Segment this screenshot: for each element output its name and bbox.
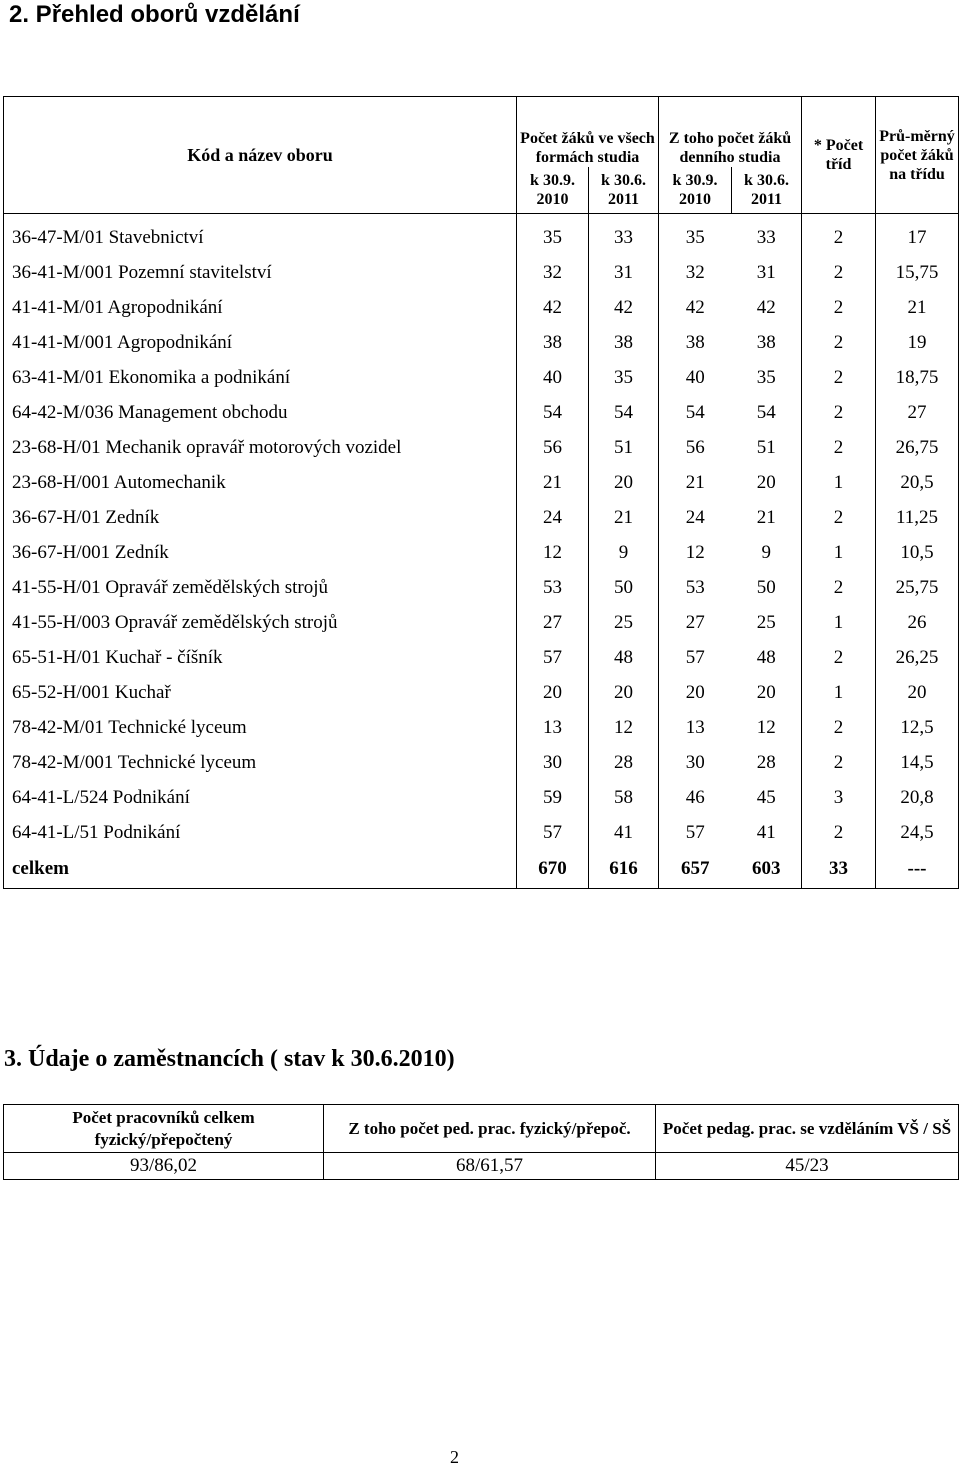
count-daily-sep: 40 — [659, 360, 732, 395]
class-count: 2 — [802, 290, 876, 325]
field-name: 41-55-H/003 Opravář zemědělských strojů — [4, 605, 517, 640]
count-all-sep: 24 — [517, 500, 589, 535]
class-count: 2 — [802, 395, 876, 430]
count-all-sep: 57 — [517, 640, 589, 675]
table-row — [4, 360, 959, 395]
field-name: 78-42-M/001 Technické lyceum — [4, 745, 517, 780]
class-count: 3 — [802, 780, 876, 815]
avg-per-class: 10,5 — [876, 535, 959, 570]
count-daily-sep: 53 — [659, 570, 732, 605]
field-name: 41-55-H/01 Opravář zemědělských strojů — [4, 570, 517, 605]
field-name: 23-68-H/001 Automechanik — [4, 465, 517, 500]
count-daily-sep: 20 — [659, 675, 732, 710]
table-row — [4, 640, 959, 675]
count-all-jun: 12 — [614, 716, 633, 738]
class-count: 2 — [802, 570, 876, 605]
count-daily-jun: 45 — [756, 786, 776, 808]
field-name: 36-47-M/01 Stavebnictví — [4, 214, 517, 256]
avg-per-class: 19 — [876, 325, 959, 360]
total-row — [4, 850, 959, 889]
table-row — [4, 815, 959, 850]
count-all-sep: 32 — [517, 255, 589, 290]
header-kod-nazev: Kód a název oboru — [4, 97, 517, 214]
avg-per-class: 26 — [876, 605, 959, 640]
count-daily-sep: 27 — [659, 605, 732, 640]
avg-per-class: 11,25 — [876, 500, 959, 535]
count-all-sep: 13 — [517, 710, 589, 745]
table-row — [4, 500, 959, 535]
count-all-jun: 38 — [614, 331, 633, 353]
avg-per-class: 15,75 — [876, 255, 959, 290]
count-all-jun: 21 — [614, 506, 633, 528]
count-all-jun: 35 — [614, 366, 633, 388]
header-daily-study: Z toho počet žáků denního studia — [659, 97, 802, 167]
header-date: k 30.6. 2011 — [732, 167, 802, 214]
count-daily-sep: 13 — [659, 710, 732, 745]
avg-per-class: 21 — [876, 290, 959, 325]
count-all-sep: 53 — [517, 570, 589, 605]
field-name: 64-41-L/51 Podnikání — [4, 815, 517, 850]
table-row — [4, 570, 959, 605]
class-count: 1 — [802, 465, 876, 500]
count-daily-sep: 32 — [659, 255, 732, 290]
count-daily-jun: 9 — [761, 541, 771, 563]
table-row — [4, 535, 959, 570]
count-all-sep: 57 — [517, 815, 589, 850]
table-row — [4, 745, 959, 780]
class-count: 1 — [802, 605, 876, 640]
header-all-forms: Počet žáků ve všech formách studia — [517, 97, 659, 167]
field-name: celkem — [4, 850, 517, 889]
class-count: 2 — [802, 500, 876, 535]
count-daily-sep: 38 — [659, 325, 732, 360]
study-fields-table — [3, 96, 959, 889]
header-staff-education: Počet pedag. prac. se vzděláním VŠ / SŠ — [656, 1105, 959, 1153]
field-name: 64-41-L/524 Podnikání — [4, 780, 517, 815]
avg-per-class: 26,25 — [876, 640, 959, 675]
count-all-sep: 20 — [517, 675, 589, 710]
field-name: 63-41-M/01 Ekonomika a podnikání — [4, 360, 517, 395]
avg-per-class: 26,75 — [876, 430, 959, 465]
count-daily-jun: 35 — [756, 366, 776, 388]
count-all-jun: 51 — [614, 436, 633, 458]
count-daily-jun: 33 — [756, 226, 776, 248]
teaching-staff-value: 68/61,57 — [324, 1153, 656, 1180]
field-name: 23-68-H/01 Mechanik opravář motorových vozidel — [4, 430, 517, 465]
count-all-jun: 9 — [618, 541, 629, 563]
count-all-jun: 50 — [614, 576, 633, 598]
count-daily-jun: 25 — [756, 611, 776, 633]
avg-per-class: 25,75 — [876, 570, 959, 605]
section-2-title: 2. Přehled oborů vzdělání — [9, 1, 300, 28]
count-daily-sep: 42 — [659, 290, 732, 325]
count-daily-jun: 20 — [756, 471, 776, 493]
field-name: 65-52-H/001 Kuchař — [4, 675, 517, 710]
header-date: k 30.9. 2010 — [659, 167, 732, 214]
count-all-jun: 28 — [614, 751, 633, 773]
avg-per-class: 17 — [876, 214, 959, 256]
field-name: 41-41-M/01 Agropodnikání — [4, 290, 517, 325]
avg-per-class: 12,5 — [876, 710, 959, 745]
class-count: 2 — [802, 815, 876, 850]
class-count: 2 — [802, 360, 876, 395]
avg-per-class: 24,5 — [876, 815, 959, 850]
class-count: 2 — [802, 325, 876, 360]
count-all-jun: 25 — [614, 611, 633, 633]
class-count: 2 — [802, 710, 876, 745]
count-daily-sep: 21 — [659, 465, 732, 500]
class-count: 2 — [802, 214, 876, 256]
avg-per-class: --- — [876, 850, 959, 889]
count-daily-sep: 35 — [659, 214, 732, 256]
avg-per-class: 14,5 — [876, 745, 959, 780]
table-row — [4, 430, 959, 465]
field-name: 41-41-M/001 Agropodnikání — [4, 325, 517, 360]
avg-per-class: 20 — [876, 675, 959, 710]
count-all-jun: 58 — [614, 786, 633, 808]
count-all-sep: 38 — [517, 325, 589, 360]
count-daily-sep: 12 — [659, 535, 732, 570]
table-row — [4, 675, 959, 710]
header-pocet-trid: * Počet tříd — [802, 97, 876, 214]
count-daily-sep: 56 — [659, 430, 732, 465]
field-name: 36-67-H/01 Zedník — [4, 500, 517, 535]
count-daily-sep: 57 — [659, 640, 732, 675]
table-row — [4, 780, 959, 815]
staff-table — [3, 1104, 959, 1180]
count-all-jun: 20 — [614, 681, 633, 703]
count-daily-sep: 657 — [659, 850, 732, 889]
table-row — [4, 395, 959, 430]
count-daily-jun: 31 — [756, 261, 776, 283]
count-all-jun: 41 — [614, 821, 633, 843]
field-name: 64-42-M/036 Management obchodu — [4, 395, 517, 430]
class-count: 2 — [802, 745, 876, 780]
count-all-sep: 21 — [517, 465, 589, 500]
header-prumerny-pocet: Prů-měrný počet žáků na třídu — [876, 97, 959, 214]
count-daily-jun: 54 — [756, 401, 776, 423]
field-name: 78-42-M/01 Technické lyceum — [4, 710, 517, 745]
count-daily-jun: 12 — [756, 716, 776, 738]
field-name: 36-41-M/001 Pozemní stavitelství — [4, 255, 517, 290]
avg-per-class: 27 — [876, 395, 959, 430]
count-daily-jun: 50 — [756, 576, 776, 598]
count-all-sep: 54 — [517, 395, 589, 430]
count-all-sep: 35 — [517, 214, 589, 256]
table-row — [4, 465, 959, 500]
count-daily-sep: 24 — [659, 500, 732, 535]
table-row — [4, 325, 959, 360]
count-daily-jun: 41 — [756, 821, 776, 843]
field-name: 65-51-H/01 Kuchař - číšník — [4, 640, 517, 675]
avg-per-class: 18,75 — [876, 360, 959, 395]
total-staff-value: 93/86,02 — [4, 1153, 324, 1180]
count-all-sep: 670 — [517, 850, 589, 889]
page-number: 2 — [450, 1447, 459, 1467]
header-teaching-staff: Z toho počet ped. prac. fyzický/přepoč. — [324, 1105, 656, 1153]
table-row — [4, 214, 959, 256]
count-all-jun: 48 — [614, 646, 633, 668]
avg-per-class: 20,8 — [876, 780, 959, 815]
class-count: 2 — [802, 255, 876, 290]
class-count: 2 — [802, 640, 876, 675]
class-count: 1 — [802, 535, 876, 570]
count-daily-jun: 38 — [756, 331, 776, 353]
count-daily-jun: 21 — [756, 506, 776, 528]
count-daily-jun: 42 — [756, 296, 776, 318]
count-all-sep: 27 — [517, 605, 589, 640]
header-date: k 30.9. 2010 — [517, 167, 589, 214]
count-daily-jun: 48 — [756, 646, 776, 668]
avg-per-class: 20,5 — [876, 465, 959, 500]
count-daily-sep: 30 — [659, 745, 732, 780]
count-all-sep: 30 — [517, 745, 589, 780]
count-all-sep: 40 — [517, 360, 589, 395]
count-all-sep: 59 — [517, 780, 589, 815]
header-date: k 30.6. 2011 — [589, 167, 659, 214]
count-all-sep: 42 — [517, 290, 589, 325]
count-daily-sep: 54 — [659, 395, 732, 430]
count-all-jun: 42 — [614, 296, 633, 318]
count-all-jun: 33 — [614, 226, 633, 248]
count-daily-sep: 57 — [659, 815, 732, 850]
count-all-jun: 20 — [614, 471, 633, 493]
count-daily-jun: 28 — [756, 751, 776, 773]
class-count: 33 — [802, 850, 876, 889]
table-row — [4, 255, 959, 290]
staff-education-value: 45/23 — [656, 1153, 959, 1180]
class-count: 1 — [802, 675, 876, 710]
field-name: 36-67-H/001 Zedník — [4, 535, 517, 570]
section-3-title: 3. Údaje o zaměstnancích ( stav k 30.6.2010) — [4, 1046, 455, 1072]
count-daily-jun: 20 — [756, 681, 776, 703]
count-all-jun: 54 — [614, 401, 633, 423]
table-row — [4, 605, 959, 640]
count-all-sep: 56 — [517, 430, 589, 465]
count-daily-jun: 603 — [732, 850, 802, 889]
table-row — [4, 710, 959, 745]
count-daily-jun: 51 — [756, 436, 776, 458]
count-all-jun: 31 — [614, 261, 633, 283]
count-daily-sep: 46 — [659, 780, 732, 815]
header-total-staff: Počet pracovníků celkem fyzický/přepočtený — [4, 1105, 324, 1153]
class-count: 2 — [802, 430, 876, 465]
table-row — [4, 290, 959, 325]
count-all-jun: 616 — [589, 850, 659, 889]
count-all-sep: 12 — [517, 535, 589, 570]
